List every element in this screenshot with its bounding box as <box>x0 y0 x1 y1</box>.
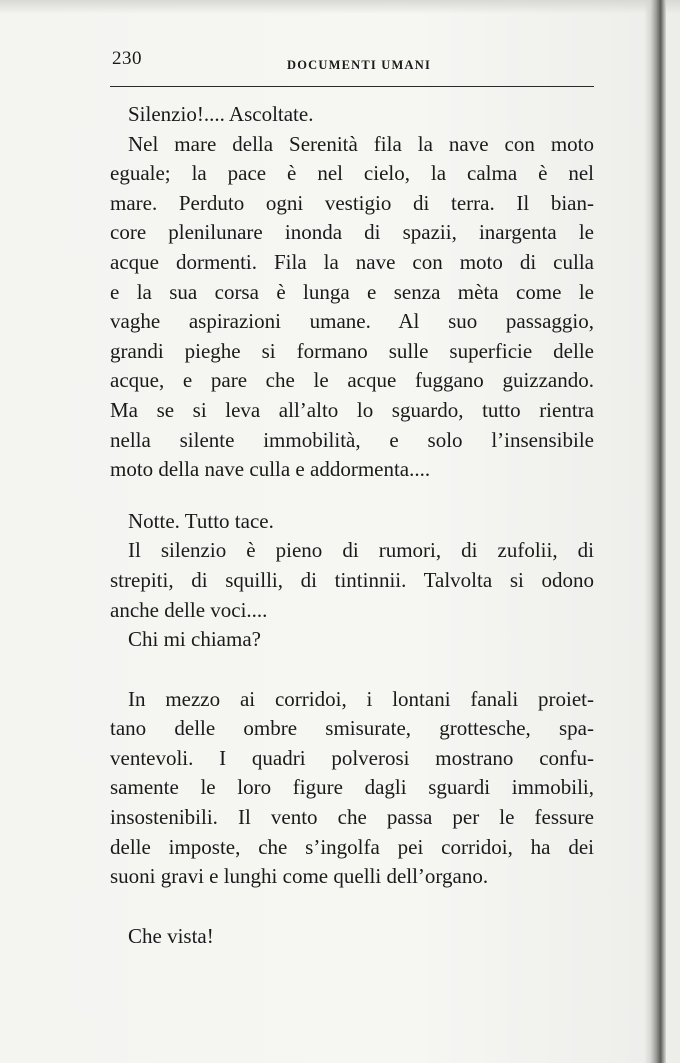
text-line: strepiti, di squilli, di tintinnii. Talvolta si odono <box>110 567 594 592</box>
page-number: 230 <box>112 48 142 69</box>
header-rule <box>110 86 594 87</box>
running-title: DOCUMENTI UMANI <box>287 58 432 72</box>
text-line: anche delle voci.... <box>110 597 268 622</box>
text-line: delle imposte, che s’ingolfa pei corridoi, ha dei <box>110 834 594 859</box>
paragraph-gap <box>110 485 594 507</box>
text-line: Silenzio!.... Ascoltate. <box>128 102 314 126</box>
text-line: acque dormenti. Fila la nave con moto di culla <box>110 249 594 274</box>
text-line: Ma se si leva all’alto lo sguardo, tutto rientra <box>110 397 594 422</box>
text-line: tano delle ombre smisurate, grottesche, spa- <box>110 716 594 741</box>
page-header <box>112 48 592 78</box>
paragraph <box>110 536 594 625</box>
text-line: nella silente immobilità, e solo l’insensibile <box>110 427 594 452</box>
text-line: e la sua corsa è lunga e senza mèta come le <box>110 279 594 304</box>
text-line: grandi pieghe si formano sulle superficie delle <box>110 338 594 363</box>
paragraph <box>110 100 594 130</box>
text-line: samente le loro figure dagli sguardi immobili, <box>110 775 594 800</box>
book-spine-shadow <box>644 0 666 1063</box>
text-line: suoni gravi e lunghi come quelli dell’organo. <box>110 864 489 889</box>
paragraph-gap <box>110 655 594 685</box>
text-line: Nel mare della Serenità fila la nave con moto <box>128 131 594 156</box>
text-line: mare. Perduto ogni vestigio di terra. Il bian- <box>110 190 594 215</box>
paragraph <box>110 507 594 537</box>
text-line: Il silenzio è pieno di rumori, di zufolii, di <box>128 538 594 563</box>
text-line: vaghe aspirazioni umane. Al suo passaggio, <box>110 309 594 334</box>
page-top-shadow <box>0 0 680 14</box>
text-line: insostenibili. Il vento che passa per le fessure <box>110 805 594 830</box>
text-line: core plenilunare inonda di spazii, inargenta le <box>110 220 594 245</box>
text-line: moto della nave culla e addormenta.... <box>110 457 431 482</box>
paragraph <box>110 130 594 485</box>
paragraph <box>110 625 594 655</box>
text-line: Che vista! <box>128 923 214 948</box>
text-line: Notte. Tutto tace. <box>128 508 274 533</box>
paragraph <box>110 922 594 952</box>
body-text <box>110 100 594 951</box>
text-line: In mezzo ai corridoi, i lontani fanali proiet- <box>128 686 594 711</box>
text-line: acque, e pare che le acque fuggano guizzando. <box>110 368 594 393</box>
paragraph-gap <box>110 892 594 922</box>
text-line: ventevoli. I quadri polverosi mostrano confu- <box>110 745 594 770</box>
text-line: Chi mi chiama? <box>128 627 261 652</box>
paragraph <box>110 685 594 892</box>
text-line: eguale; la pace è nel cielo, la calma è nel <box>110 161 594 186</box>
